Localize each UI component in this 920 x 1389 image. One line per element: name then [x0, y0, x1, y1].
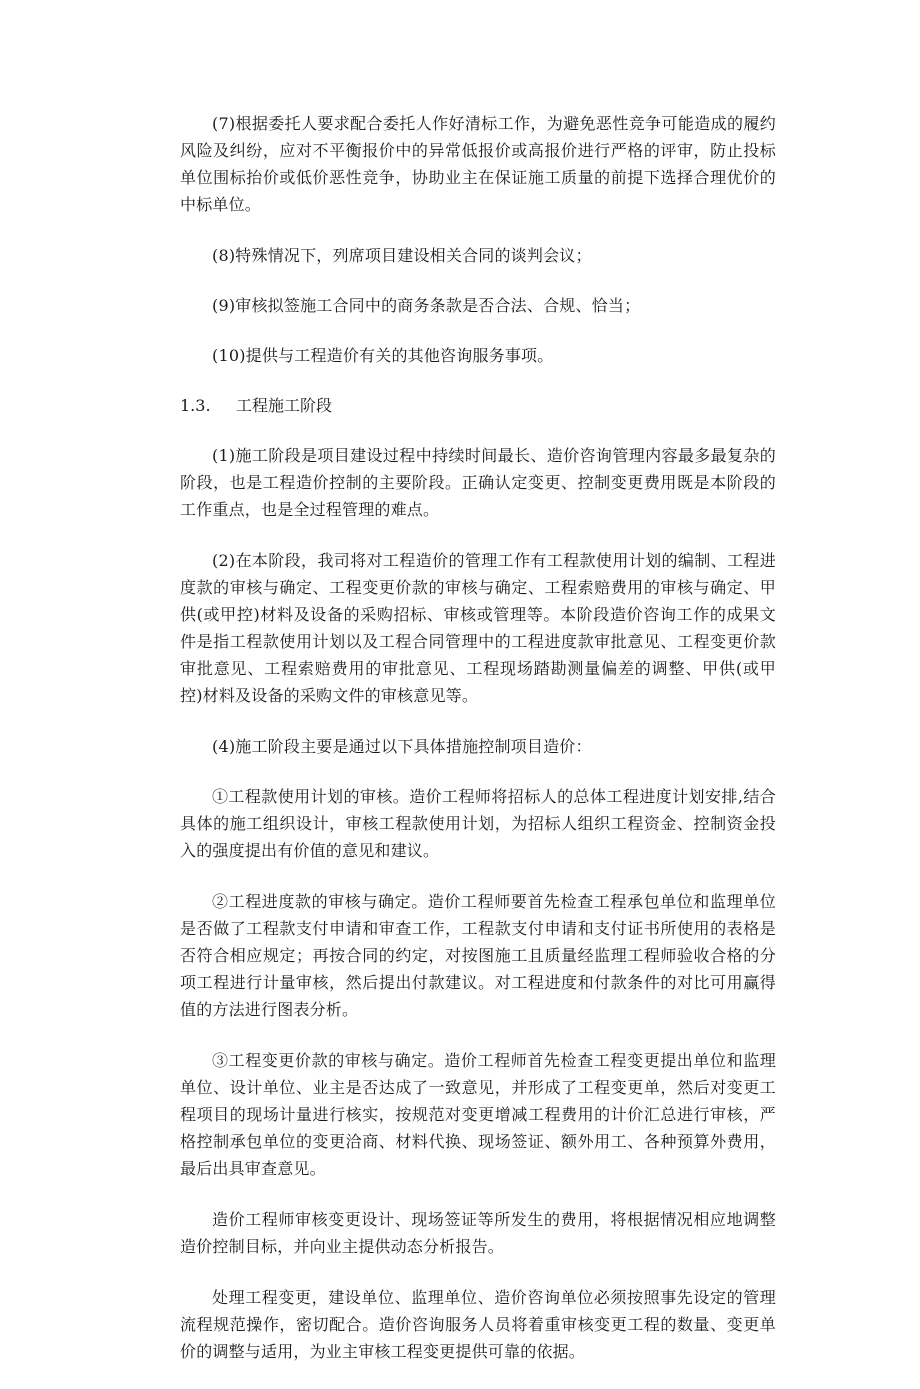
section-heading — [180, 392, 776, 419]
measure-3: ③工程变更价款的审核与确定。造价工程师首先检查工程变更提出单位和监理单位、设计单位、业主是否达成了一致意见，并形成了工程变更单，然后对变更工程项目的现场计量进行核实，按规范对变更增减工程费用的计价汇总进行审核，严格控制承包单位的变更洽商、材料代换、现场签证、额外用工、各种预算外费用，最后出具审查意见。 — [180, 1051, 776, 1178]
construction-paragraph-4: (4)施工阶段主要是通过以下具体措施控制项目造价： — [212, 737, 592, 756]
section-number: 1.3. — [180, 396, 211, 415]
document-body — [180, 110, 776, 1389]
section-title: 工程施工阶段 — [236, 396, 333, 415]
extra-paragraph-2: 处理工程变更，建设单位、监理单位、造价咨询单位必须按照事先设定的管理流程规范操作，密切配合。造价咨询服务人员将着重审核变更工程的数量、变更单价的调整与适用，为业主审核工程变更提供可靠的依据。 — [180, 1288, 776, 1361]
extra-paragraph-1: 造价工程师审核变更设计、现场签证等所发生的费用，将根据情况相应地调整造价控制目标，并向业主提供动态分析报告。 — [180, 1210, 776, 1256]
construction-paragraph-2: (2)在本阶段，我司将对工程造价的管理工作有工程款使用计划的编制、工程进度款的审核与确定、工程变更价款的审核与确定、工程索赔费用的审核与确定、甲供(或甲控)材料及设备的采购招标、审核或管理等。本阶段造价咨询工作的成果文件是指工程款使用计划以及工程合同管理中的工程进度款审批意见、工程变更价款审批意见、工程索赔费用的审批意见、工程现场踏勘测量偏差的调整、甲供(或甲控)材料及设备的采购文件的审核意见等。 — [180, 551, 776, 705]
paragraph-10: (10)提供与工程造价有关的其他咨询服务事项。 — [212, 346, 554, 365]
measure-1: ①工程款使用计划的审核。造价工程师将招标人的总体工程进度计划安排,结合具体的施工组织设计，审核工程款使用计划，为招标人组织工程资金、控制资金投入的强度提出有价值的意见和建议。 — [180, 787, 776, 860]
paragraph-7: (7)根据委托人要求配合委托人作好清标工作，为避免恶性竞争可能造成的履约风险及纠纷，应对不平衡报价中的异常低报价或高报价进行严格的评审，防止投标单位围标抬价或低价恶性竞争，协助业主在保证施工质量的前提下选择合理优价的中标单位。 — [180, 114, 776, 214]
construction-paragraph-1: (1)施工阶段是项目建设过程中持续时间最长、造价咨询管理内容最多最复杂的阶段，也是工程造价控制的主要阶段。正确认定变更、控制变更费用既是本阶段的工作重点，也是全过程管理的难点。 — [180, 446, 776, 519]
paragraph-8: (8)特殊情况下，列席项目建设相关合同的谈判会议； — [212, 246, 592, 265]
paragraph-9: (9)审核拟签施工合同中的商务条款是否合法、合规、恰当； — [212, 296, 641, 315]
measure-2: ②工程进度款的审核与确定。造价工程师要首先检查工程承包单位和监理单位是否做了工程款支付申请和审查工作，工程款支付申请和支付证书所使用的表格是否符合相应规定；再按合同的约定，对按图施工且质量经监理工程师验收合格的分项工程进行计量审核，然后提出付款建议。对工程进度和付款条件的对比可用赢得值的方法进行图表分析。 — [180, 892, 776, 1019]
